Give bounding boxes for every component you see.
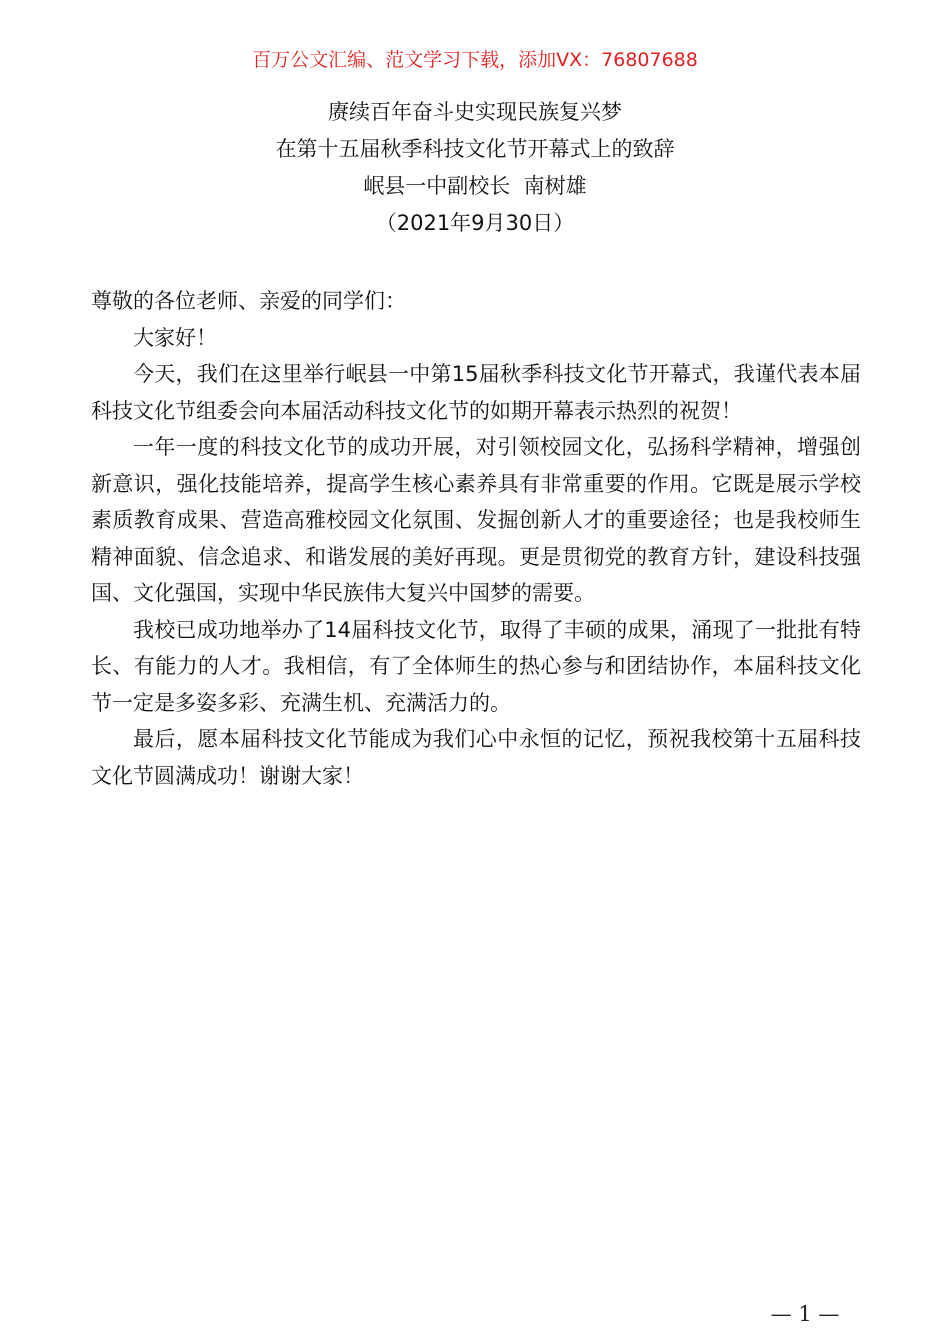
- main-title: 赓续百年奋斗史实现民族复兴梦: [328, 100, 622, 124]
- title-block: [0, 94, 950, 242]
- paragraph-greeting: 大家好！: [133, 325, 217, 350]
- paragraph-history: 我校已成功地举办了14届科技文化节，取得了丰硕的成果，涌现了一批批有特长、有能力的人才。我相信，有了全体师生的热心参与和团结协作，本届科技文化节一定是多姿多彩、充满生机、充满活力的。: [91, 617, 861, 715]
- speech-body: [91, 283, 861, 794]
- author-line: 岷县一中副校长 南树雄: [363, 174, 587, 198]
- paragraph-opening: 今天，我们在这里举行岷县一中第15届秋季科技文化节开幕式，我谨代表本届科技文化节组委会向本届活动科技文化节的如期开幕表示热烈的祝贺！: [91, 362, 861, 423]
- paragraph-closing: 最后，愿本届科技文化节能成为我们心中永恒的记忆，预祝我校第十五届科技文化节圆满成功！谢谢大家！: [91, 727, 861, 788]
- salutation: 尊敬的各位老师、亲爱的同学们：: [91, 289, 406, 313]
- watermark-header: 百万公文汇编、范文学习下载，添加VX：76807688: [252, 49, 698, 71]
- subtitle: 在第十五届秋季科技文化节开幕式上的致辞: [275, 137, 675, 161]
- page-number: — 1 —: [770, 1302, 840, 1326]
- paragraph-significance: 一年一度的科技文化节的成功开展，对引领校园文化，弘扬科学精神，增强创新意识，强化技能培养，提高学生核心素养具有非常重要的作用。它既是展示学校素质教育成果、营造高雅校园文化氛围、发掘创新人才的重要途径；也是我校师生精神面貌、信念追求、和谐发展的美好再现。更是贯彻党的教育方针，建设科技强国、文化强国，实现中华民族伟大复兴中国梦的需要。: [91, 435, 861, 605]
- date-line: （2021年9月30日）: [375, 211, 575, 235]
